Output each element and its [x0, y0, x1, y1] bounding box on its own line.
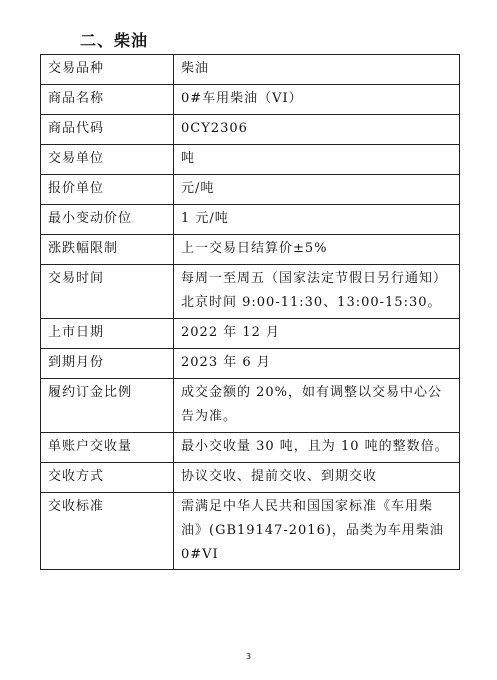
row-label: 到期月份	[41, 349, 174, 379]
row-value: 1 元/吨	[174, 205, 460, 235]
row-value: 0CY2306	[174, 115, 460, 145]
table-row-deposit-ratio	[41, 379, 460, 433]
table-row-product-code	[41, 115, 460, 145]
table-row-expiry-month	[41, 349, 460, 379]
contract-spec-table	[40, 54, 460, 570]
row-value: 成交金额的 20%，如有调整以交易中心公告为准。	[174, 379, 460, 433]
row-value: 上一交易日结算价±5%	[174, 235, 460, 265]
table-row-min-tick	[41, 205, 460, 235]
page-number: 3	[245, 652, 252, 661]
table-row-trading-hours	[41, 265, 460, 319]
row-label: 交收方式	[41, 463, 174, 493]
table-row-delivery-quantity	[41, 433, 460, 463]
row-label: 交易品种	[41, 55, 174, 85]
row-label: 商品名称	[41, 85, 174, 115]
table-row-product-name	[41, 85, 460, 115]
row-label: 单账户交收量	[41, 433, 174, 463]
row-value: 需满足中华人民共和国国家标准《车用柴油》(GB19147-2016)，品类为车用柴油 0#VI	[174, 493, 460, 570]
table-row-delivery-method	[41, 463, 460, 493]
row-label: 交易单位	[41, 145, 174, 175]
row-label: 报价单位	[41, 175, 174, 205]
table-row-trade-variety	[41, 55, 460, 85]
row-label: 商品代码	[41, 115, 174, 145]
table-row-price-limit	[41, 235, 460, 265]
row-value: 0#车用柴油（VI）	[174, 85, 460, 115]
row-label: 上市日期	[41, 319, 174, 349]
row-value: 柴油	[174, 55, 460, 85]
section-heading: 二、柴油	[80, 31, 149, 50]
row-value: 元/吨	[174, 175, 460, 205]
row-value: 最小交收量 30 吨，且为 10 吨的整数倍。	[174, 433, 460, 463]
row-value: 吨	[174, 145, 460, 175]
row-value: 2023 年 6 月	[174, 349, 460, 379]
row-label: 交收标准	[41, 493, 174, 570]
table-row-listing-date	[41, 319, 460, 349]
row-value: 协议交收、提前交收、到期交收	[174, 463, 460, 493]
row-label: 交易时间	[41, 265, 174, 319]
row-value: 每周一至周五（国家法定节假日另行通知）北京时间 9:00-11:30、13:00-15:30。	[174, 265, 460, 319]
table-row-trade-unit	[41, 145, 460, 175]
row-label: 履约订金比例	[41, 379, 174, 433]
row-value: 2022 年 12 月	[174, 319, 460, 349]
table-row-delivery-standard	[41, 493, 460, 570]
table-row-quote-unit	[41, 175, 460, 205]
row-label: 涨跌幅限制	[41, 235, 174, 265]
row-label: 最小变动价位	[41, 205, 174, 235]
